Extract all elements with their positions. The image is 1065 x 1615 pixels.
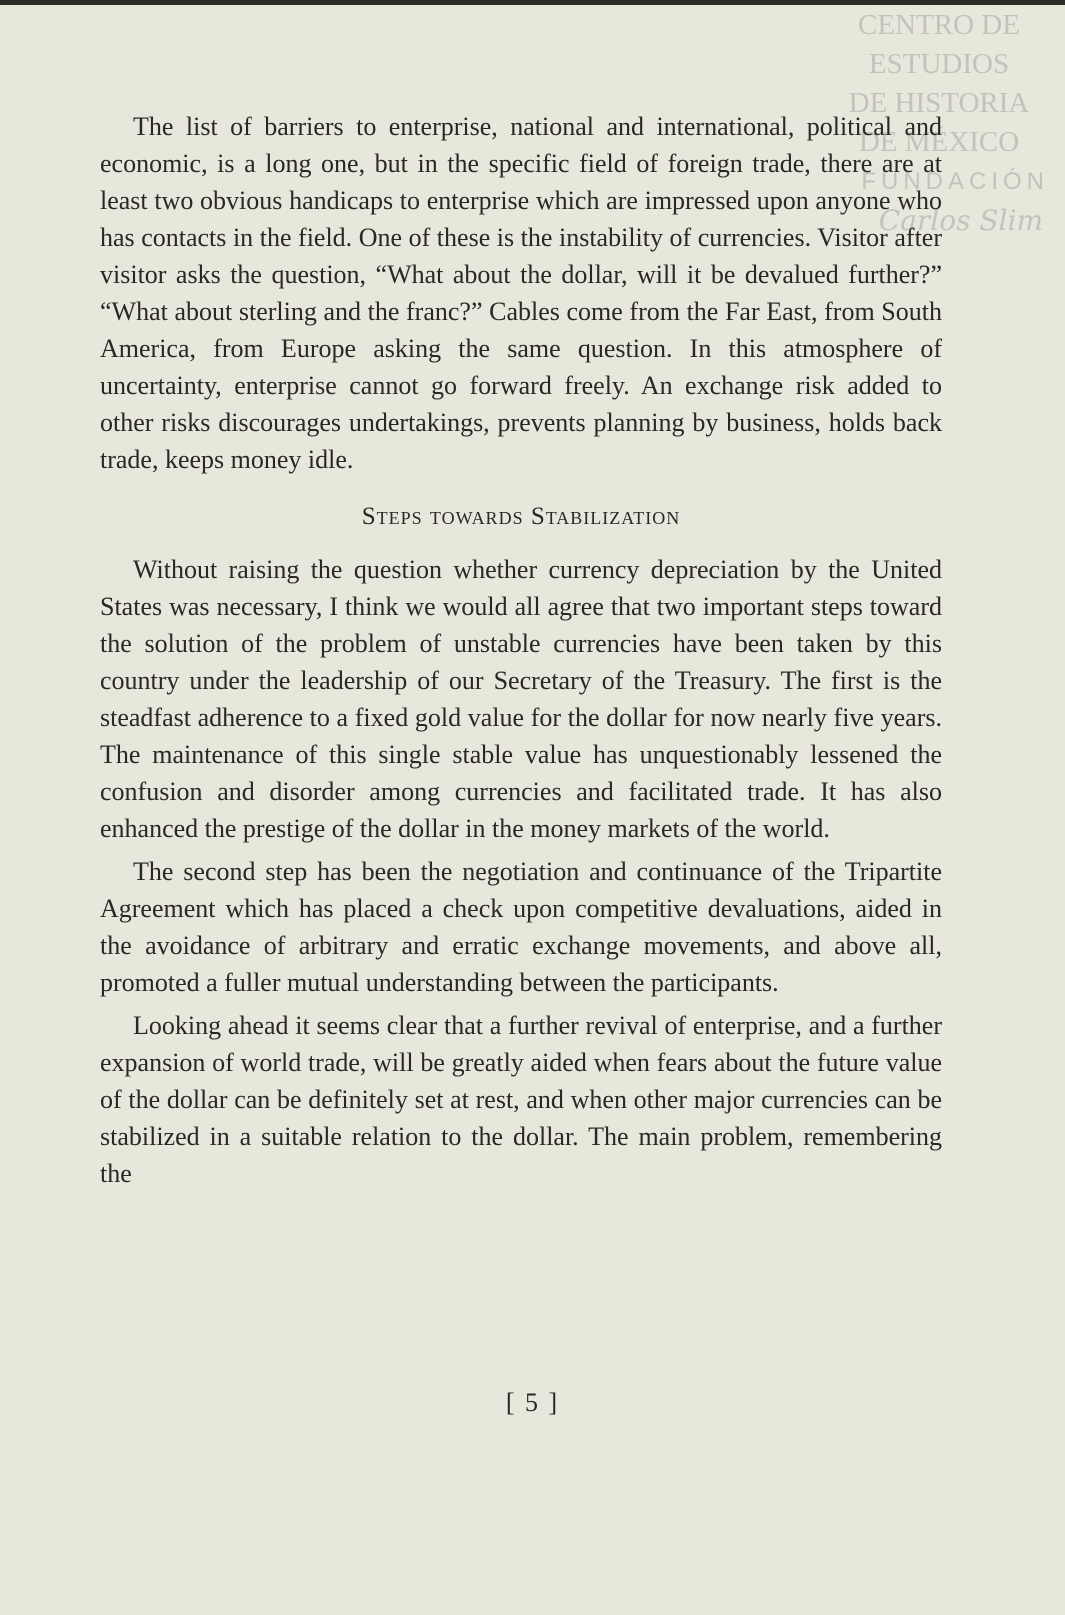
paragraph-tripartite: The second step has been the negotiation and continuance of the Tripartite Agreement which has placed a check upon competitive devaluations, aided in the avoidance of arbitrary and erratic exchange movements, and above all, promoted a fuller mutual understanding between the participants. (100, 857, 942, 997)
paragraph-looking-ahead: Looking ahead it seems clear that a further revival of enterprise, and a further expansion of world trade, will be greatly aided when fears about the future value of the dollar can be definitely set at rest, and when other major currencies can be stabilized in a suitable relation to the dollar. The main problem, remembering the (100, 1011, 942, 1188)
watermark-line-2: ESTUDIOS (868, 48, 1010, 80)
watermark-line-3: DE HISTORIA (848, 87, 1030, 119)
watermark-fundacion: FUNDACIÓN (861, 168, 1049, 195)
watermark-line-1: CENTRO DE (858, 9, 1020, 41)
watermark-line-4: DE MÉXICO (858, 126, 1020, 158)
section-heading: Steps towards Stabilization (361, 503, 681, 530)
page-number: [ 5 ] (505, 1388, 560, 1417)
watermark-signature: Carlos Slim (878, 204, 1043, 237)
paragraph-steps: Without raising the question whether currency depreciation by the United States was necessary, I think we would all agree that two important steps toward the solution of the problem of unstable currencies have been taken by this country under the leadership of our Secretary of the Treasury. The first is the steadfast adherence to a fixed gold value for the dollar for now nearly five years. The maintenance of this single stable value has unquestionably lessened the confusion and disorder among currencies and facilitated trade. It has also enhanced the prestige of the dollar in the money markets of the world. (100, 555, 942, 843)
page-top-edge (0, 0, 1065, 5)
body-text (100, 108, 942, 1198)
paragraph-barriers: The list of barriers to enterprise, national and international, political and economic, is a long one, but in the specific field of foreign trade, there are at least two obvious handicaps to enterprise which are impressed upon anyone who has contacts in the field. One of these is the instability of currencies. Visitor after visitor asks the question, “What about the dollar, will it be devalued further?” “What about sterling and the franc?” Cables come from the Far East, from South America, from Europe asking the same question. In this atmosphere of uncertainty, enterprise cannot go forward freely. An exchange risk added to other risks discourages undertakings, prevents planning by business, holds back trade, keeps money idle. (100, 112, 942, 474)
